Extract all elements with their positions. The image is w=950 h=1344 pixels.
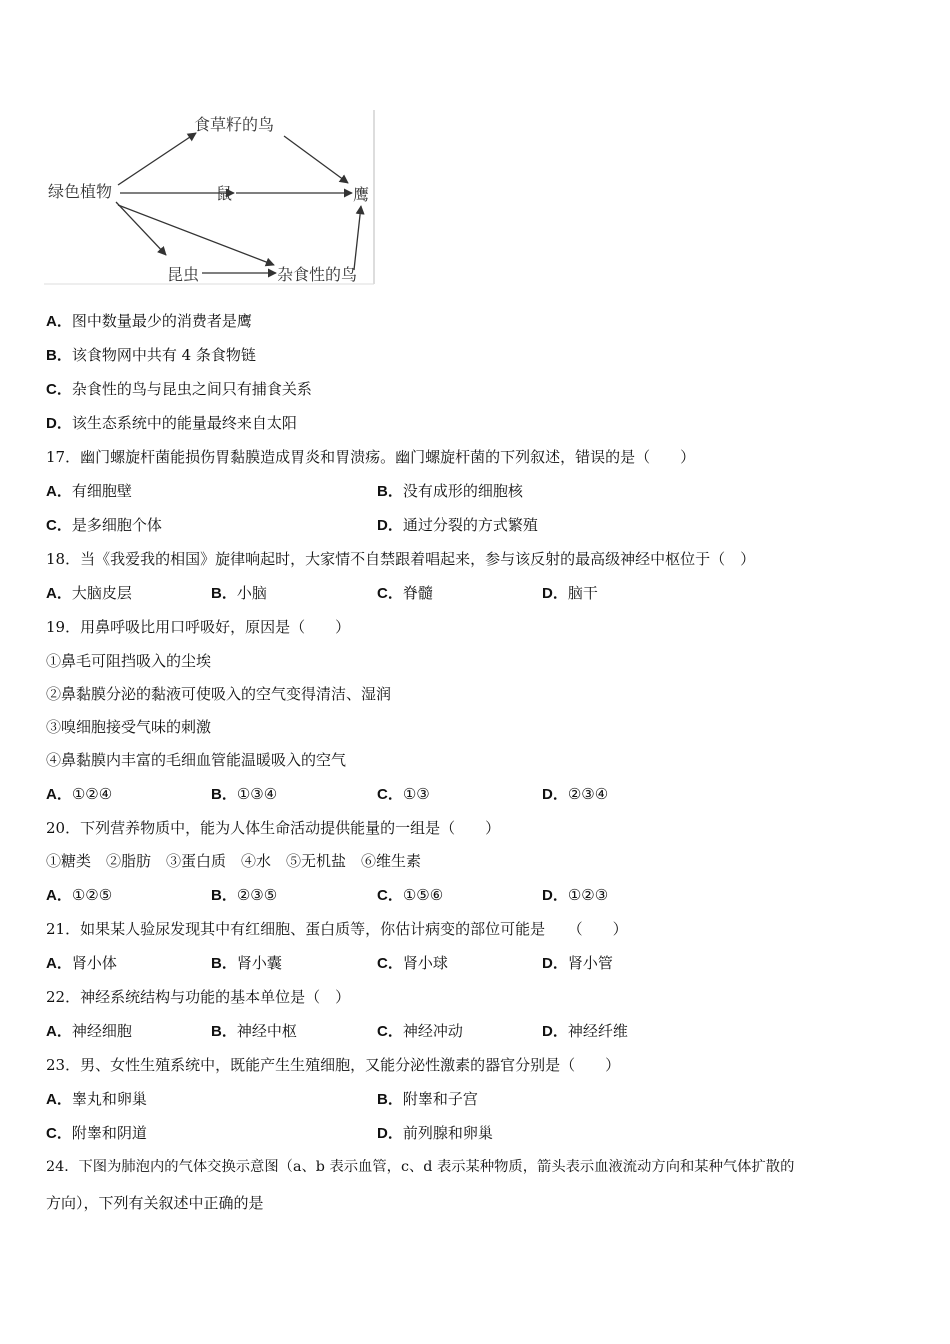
option-label: B． [211, 1023, 237, 1040]
q20-option-d [542, 885, 608, 906]
option-text: 小脑 [236, 584, 267, 602]
option-label: A． [46, 955, 72, 972]
option-label: A． [46, 483, 72, 500]
option-label: D． [542, 786, 568, 803]
option-text: 神经中枢 [236, 1022, 297, 1040]
q16-option-a [46, 311, 252, 332]
q18-stem: 18．当《我爱我的相国》旋律响起时，大家情不自禁跟着唱起来，参与该反射的最高级神经中枢位于（ ） [46, 550, 756, 568]
option-text: 肾小体 [71, 954, 117, 972]
option-label: C． [377, 1023, 403, 1040]
option-label: B． [377, 1091, 403, 1108]
option-text: 附睾和子宫 [402, 1090, 478, 1108]
q17-option-b [377, 481, 523, 502]
option-label: D． [542, 585, 568, 602]
q23-option-b [377, 1089, 478, 1110]
option-text: 神经冲动 [402, 1022, 463, 1040]
q22-option-c [377, 1021, 463, 1042]
option-label: B． [377, 483, 403, 500]
q24-stem-line-1: 24．下图为肺泡内的气体交换示意图（a、b 表示血管，c、d 表示某种物质，箭头表示血液流动方向和某种气体扩散的 [46, 1159, 795, 1175]
option-text: ①③ [402, 785, 430, 803]
option-label: B． [211, 786, 237, 803]
option-text: ①②④ [71, 785, 113, 803]
food-web-diagram [44, 110, 378, 286]
q19-option-d [542, 784, 608, 805]
q21-option-b [211, 953, 282, 974]
q18-option-b [211, 583, 267, 604]
node-hawk: 鹰 [353, 185, 370, 204]
option-label: C． [46, 1125, 72, 1142]
q22-option-d [542, 1021, 628, 1042]
option-label: D． [377, 517, 403, 534]
option-label: B． [211, 955, 237, 972]
q19-item-2: ②鼻黏膜分泌的黏液可使吸入的空气变得清洁、湿润 [46, 685, 392, 703]
q19-option-b [211, 784, 277, 805]
option-label: C． [377, 786, 403, 803]
q19-stem: 19．用鼻呼吸比用口呼吸好，原因是（ ） [46, 618, 351, 636]
option-label: C． [377, 585, 403, 602]
q23-option-a [46, 1089, 147, 1110]
q22-option-a [46, 1021, 132, 1042]
option-label: A． [46, 1091, 72, 1108]
option-text: ②③⑤ [236, 886, 278, 904]
option-label: D． [46, 415, 72, 432]
option-text: ①②③ [567, 886, 609, 904]
option-label: B． [46, 347, 72, 364]
option-label: A． [46, 585, 72, 602]
q24-stem-line-2: 方向），下列有关叙述中正确的是 [46, 1194, 264, 1212]
option-label: A． [46, 1023, 72, 1040]
option-label: C． [377, 887, 403, 904]
option-label: A． [46, 887, 72, 904]
option-label: B． [211, 585, 237, 602]
q19-option-c [377, 784, 430, 805]
option-text: 图中数量最少的消费者是鹰 [71, 312, 252, 330]
option-text: 有细胞壁 [71, 482, 132, 500]
q23-option-d [377, 1123, 493, 1144]
option-text: 肾小球 [402, 954, 448, 972]
arrow-seed-bird-to-hawk [284, 136, 348, 183]
option-text: 该生态系统中的能量最终来自太阳 [71, 414, 297, 432]
option-text: 是多细胞个体 [71, 516, 162, 534]
option-text: 没有成形的细胞核 [402, 482, 523, 500]
arrow-omni-bird-to-hawk [354, 206, 361, 270]
option-text: ①③④ [236, 785, 278, 803]
option-text: 杂食性的鸟与昆虫之间只有捕食关系 [71, 380, 312, 398]
option-text: 通过分裂的方式繁殖 [402, 516, 538, 534]
option-text: 脑干 [567, 584, 598, 602]
q23-stem: 23．男、女性生殖系统中，既能产生生殖细胞，又能分泌性激素的器官分别是（ ） [46, 1056, 621, 1074]
option-label: C． [377, 955, 403, 972]
q21-option-a [46, 953, 117, 974]
option-label: B． [211, 887, 237, 904]
option-label: C． [46, 381, 72, 398]
node-omni-bird: 杂食性的鸟 [277, 265, 358, 284]
arrow-plant-to-omni-bird [118, 205, 274, 265]
arrow-plant-to-insect [116, 202, 166, 255]
node-seed-bird: 食草籽的鸟 [194, 115, 275, 134]
option-text: 前列腺和卵巢 [402, 1124, 493, 1142]
q18-option-a [46, 583, 132, 604]
q21-option-c [377, 953, 448, 974]
option-label: D． [542, 887, 568, 904]
node-mouse: 鼠 [216, 184, 233, 203]
option-text: 神经细胞 [71, 1022, 132, 1040]
node-insect: 昆虫 [167, 265, 200, 284]
arrow-plant-to-seed-bird [118, 133, 196, 185]
q22-option-b [211, 1021, 297, 1042]
option-text: 脊髓 [402, 584, 433, 602]
q19-option-a [46, 784, 112, 805]
option-text: ①⑤⑥ [402, 886, 444, 904]
option-text: ①②⑤ [71, 886, 113, 904]
option-text: 睾丸和卵巢 [71, 1090, 147, 1108]
option-text: 大脑皮层 [71, 584, 132, 602]
q19-item-4: ④鼻黏膜内丰富的毛细血管能温暖吸入的空气 [46, 751, 347, 769]
q17-option-c [46, 515, 162, 536]
q20-items: ①糖类 ②脂肪 ③蛋白质 ④水 ⑤无机盐 ⑥维生素 [46, 852, 422, 870]
q20-option-a [46, 885, 112, 906]
q18-option-d [542, 583, 598, 604]
q21-stem: 21．如果某人验尿发现其中有红细胞、蛋白质等，你估计病变的部位可能是 （ ） [46, 920, 628, 938]
option-label: C． [46, 517, 72, 534]
option-text: 肾小管 [567, 954, 613, 972]
q17-option-d [377, 515, 538, 536]
q21-option-d [542, 953, 613, 974]
q18-option-c [377, 583, 433, 604]
option-text: 肾小囊 [236, 954, 282, 972]
q23-option-c [46, 1123, 147, 1144]
option-label: D． [542, 955, 568, 972]
option-text: 神经纤维 [567, 1022, 628, 1040]
option-label: D． [377, 1125, 403, 1142]
q16-option-b [46, 345, 256, 366]
q19-item-1: ①鼻毛可阻挡吸入的尘埃 [46, 652, 212, 670]
q16-option-d [46, 413, 297, 434]
option-label: D． [542, 1023, 568, 1040]
q17-stem: 17．幽门螺旋杆菌能损伤胃黏膜造成胃炎和胃溃疡。幽门螺旋杆菌的下列叙述，错误的是（ ） [46, 448, 696, 466]
q22-stem: 22．神经系统结构与功能的基本单位是（ ） [46, 988, 351, 1006]
q20-stem: 20．下列营养物质中，能为人体生命活动提供能量的一组是（ ） [46, 819, 501, 837]
option-text: 该食物网中共有 4 条食物链 [71, 346, 256, 364]
option-label: A． [46, 786, 72, 803]
q16-option-c [46, 379, 312, 400]
option-label: A． [46, 313, 72, 330]
option-text: ②③④ [567, 785, 609, 803]
q19-item-3: ③嗅细胞接受气味的刺激 [46, 718, 212, 736]
q17-option-a [46, 481, 132, 502]
q20-option-b [211, 885, 277, 906]
option-text: 附睾和阴道 [71, 1124, 147, 1142]
node-plant: 绿色植物 [48, 182, 113, 201]
q20-option-c [377, 885, 443, 906]
